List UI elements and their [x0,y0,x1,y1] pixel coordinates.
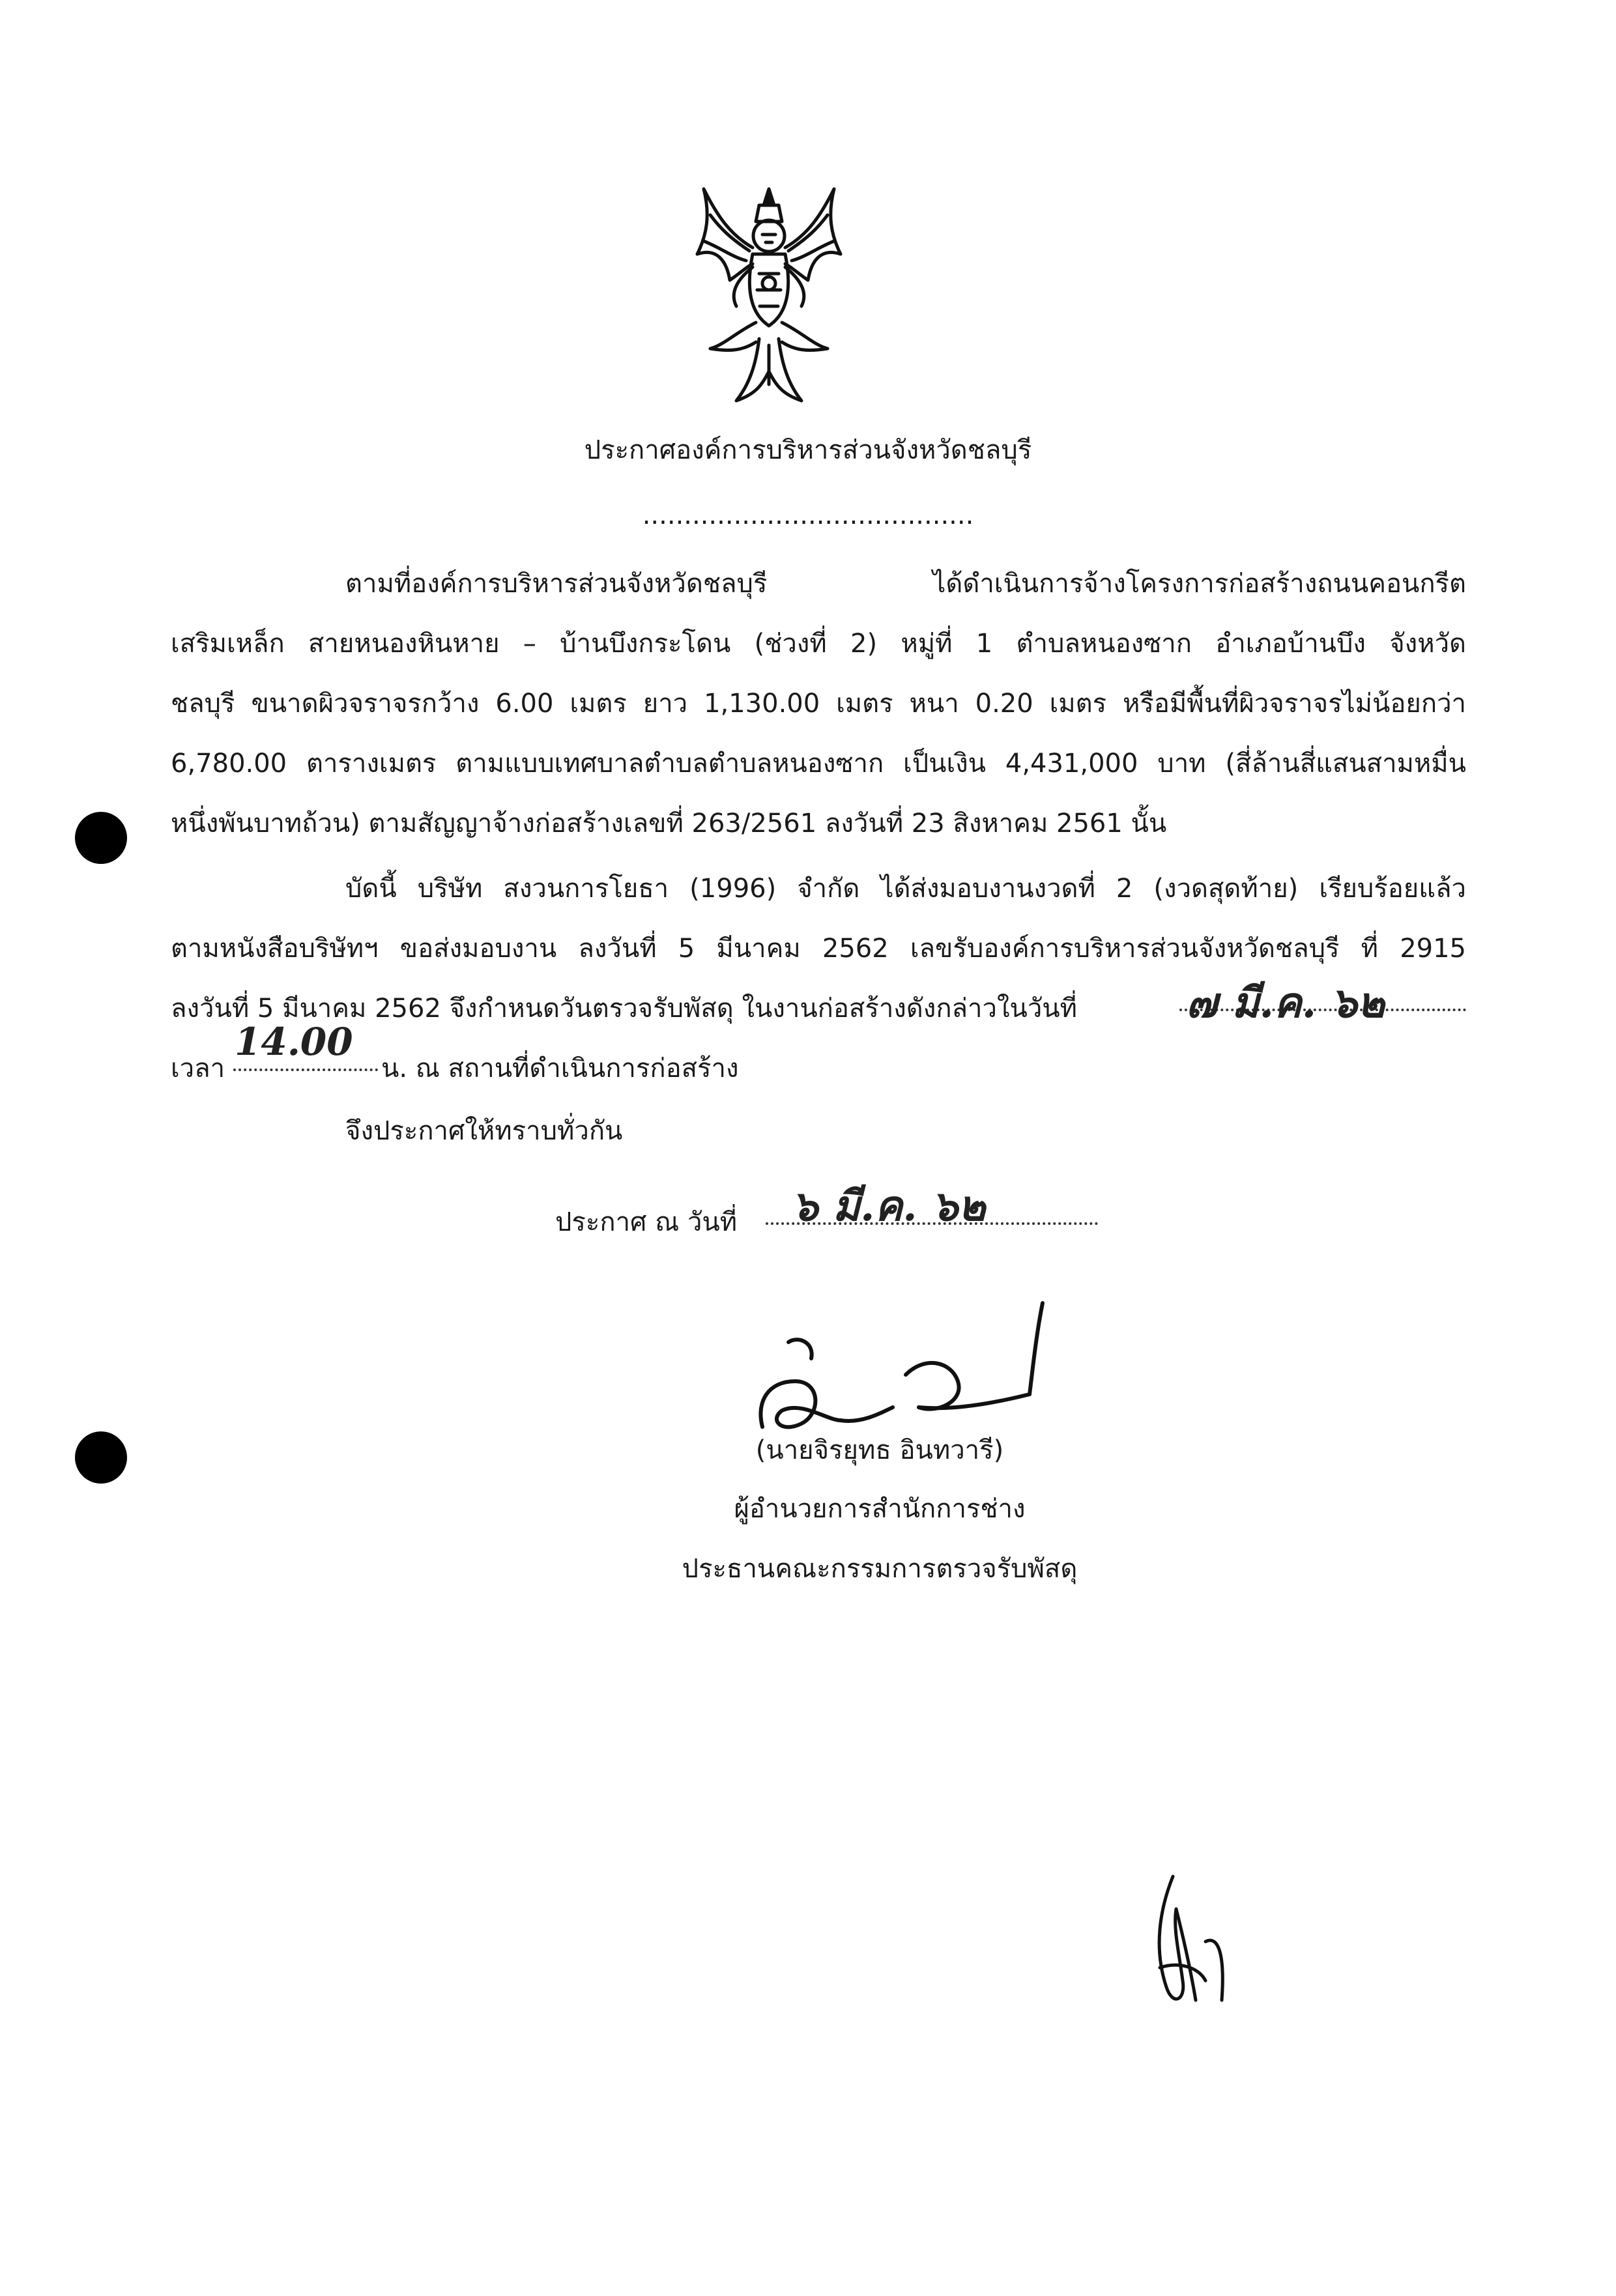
time-suffix: น. ณ สถานที่ดำเนินการก่อสร้าง [381,1054,739,1083]
signatory-name: (นายจิรยุทธ อินทวารี) [755,1435,1004,1465]
para2-line2: ตามหนังสือบริษัทฯ ขอส่งมอบงาน ลงวันที่ 5 มีนาคม 2562 เลขรับองค์การบริหารส่วนจังหวัดชลบุรี ที่ 2915 [171,934,1466,964]
inspection-date-handwritten: ๗ มี.ค. ๖๒ [1186,979,1385,1027]
para1-line1: ตามที่องค์การบริหารส่วนจังหวัดชลบุรี ได้ดำเนินการจ้างโครงการก่อสร้างถนนคอนกรีต [345,569,1466,599]
initials-icon [1147,1870,1238,2013]
punch-hole-bottom [75,1431,127,1484]
para1-line3: ชลบุรี ขนาดผิวจราจรกว้าง 6.00 เมตร ยาว 1,130.00 เมตร หนา 0.20 เมตร หรือมีพื้นที่ผิวจราจรไม่น้อยกว่า [171,689,1466,719]
garuda-emblem-icon [691,176,847,410]
announce-label: ประกาศ ณ วันที่ [555,1207,738,1237]
time-label: เวลา [171,1054,225,1083]
para1-line4: 6,780.00 ตารางเมตร ตามแบบเทศบาลตำบลตำบลหนองซาก เป็นเงิน 4,431,000 บาท (สี่ล้านสี่แสนสามหมื่น [171,749,1466,779]
punch-hole-top [75,812,127,864]
para2-line1: บัดนี้ บริษัท สงวนการโยธา (1996) จำกัด ได้ส่งมอบงานงวดที่ 2 (งวดสุดท้าย) เรียบร้อยแล้ว [345,874,1466,904]
announce-date-handwritten: ๖ มี.ค. ๖๒ [792,1182,986,1231]
para1-line5: หนึ่งพันบาทถ้วน) ตามสัญญาจ้างก่อสร้างเลขที่ 263/2561 ลงวันที่ 23 สิงหาคม 2561 นั้น [171,809,1167,839]
closing-line: จึงประกาศให้ทราบทั่วกัน [345,1116,623,1146]
time-dots [233,1069,378,1071]
page-title: ประกาศองค์การบริหารส่วนจังหวัดชลบุรี [584,435,1032,465]
title-divider: ........................................ [642,500,974,530]
signatory-position-2: ประธานคณะกรรมการตรวจรับพัสดุ [682,1554,1078,1584]
signatory-position-1: ผู้อำนวยการสำนักการช่าง [734,1494,1026,1524]
para2-line3-text: ลงวันที่ 5 มีนาคม 2562 จึงกำหนดวันตรวจรับพัสดุ ในงานก่อสร้างดังกล่าวในวันที่ [171,994,1078,1024]
para1-line2: เสริมเหล็ก สายหนองหินหาย – บ้านบึงกระโดน (ช่วงที่ 2) หมู่ที่ 1 ตำบลหนองซาก อำเภอบ้านบึง จังหวัด [171,629,1466,659]
inspection-time-handwritten: 14.00 [235,1020,353,1064]
